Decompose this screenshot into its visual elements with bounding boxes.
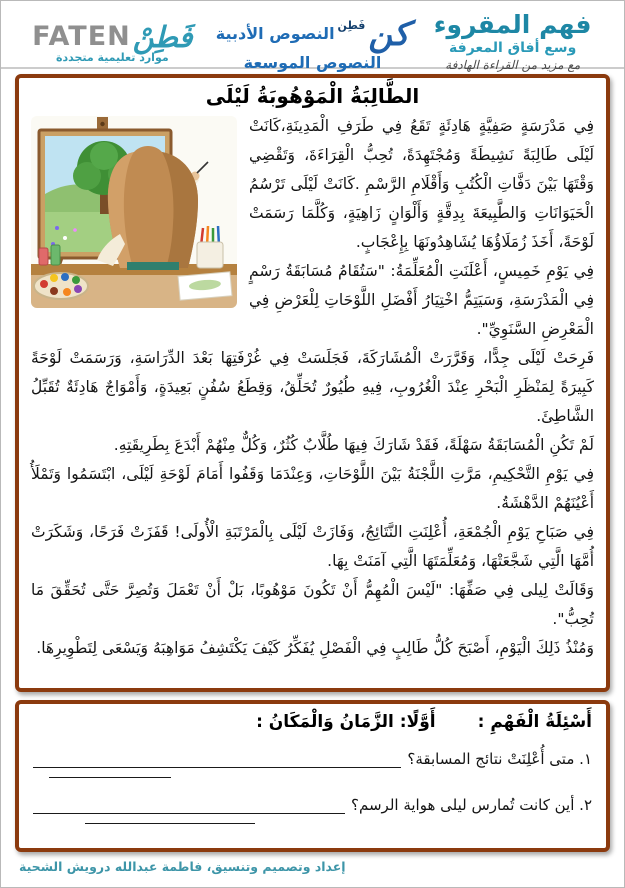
questions-subheading: أَوَّلًا: الزَّمَانُ وَالْمَكَانُ : xyxy=(256,712,436,732)
story-paragraph: فَرِحَتْ لَيْلَى جِدًّا، وَقَرَّرَتْ الْمُشَارَكَةَ، فَجَلَسَتْ فِي غُرْفَتِهَا بَعْدَ الدِّرَاسَةِ، وَرَسَمَتْ لَوْحَةً كَبِيرَةً لِمَنْظَرِ الْبَحْرِ عِنْدَ الْغُرُوبِ، فِيهِ طُيُورٌ تُحَلِّقُ، وَقِطَعُ سُفُنٍ بَعِيدَةٍ، وَأَمْوَاجٌ هَادِئَةٌ تُقَبِّلُ الشَّاطِئَ. xyxy=(31,349,594,425)
credit-line: إعداد وتصميم وتنسيق، فاطمة عبدالله درويش الشحية xyxy=(19,859,346,874)
questions-heading-row xyxy=(33,712,592,732)
story-box xyxy=(15,74,610,692)
series-logo-kun: كن xyxy=(368,14,410,53)
question-1-number: ١. xyxy=(579,750,592,768)
girl-painting-illustration xyxy=(31,116,237,308)
question-2-answer-blank-continued[interactable] xyxy=(85,814,255,824)
question-2-label xyxy=(351,796,592,814)
series-logo-fatin: فَطِن xyxy=(337,19,366,32)
story-paragraph: فِي يَوْمِ خَمِيسٍ، أَعْلَنَتِ الْمُعَلِّمَةُ: "سَتُقَامُ مُسَابَقَةُ رَسْمٍ فِي الْمَدْرَسَةِ، وَسَيَتِمُّ اخْتِيَارُ أَفْضَلِ اللَّوْحَاتِ لِلْعَرْضِ فِي الْمَعْرِضِ السَّنَوِيِّ". xyxy=(249,262,594,338)
story-paragraph: وَمُنْذُ ذَلِكَ الْيَوْمِ، أَصْبَحَ كُلُّ طَالِبٍ فِي الْفَصْلِ يُفَكِّرُ كَيْفَ يَكْتَشِفُ مَوَاهِبَهُ وَيَسْعَى لِتَطْوِيرِهَا. xyxy=(36,639,594,657)
header xyxy=(1,1,624,72)
faten-logo-arabic: فَطِنْ xyxy=(132,20,193,54)
faten-logo xyxy=(11,5,214,64)
question-2-number: ٢. xyxy=(579,796,592,814)
story-paragraph: فِي يَوْمِ التَّحْكِيمِ، مَرَّتِ اللَّجْنَةُ بَيْنَ اللَّوْحَاتِ، وَعِنْدَمَا وَقَفُوا أَمَامَ لَوْحَةِ لَيْلَى، ابْتَسَمُوا وَتَمْلَأُ أَعْيُنَهُمْ الدَّهْشَةُ. xyxy=(31,465,594,512)
series-title-line2: النصوص الموسعة xyxy=(243,53,382,72)
question-2-answer-blank[interactable] xyxy=(33,797,345,815)
series-logo xyxy=(214,5,412,72)
questions-heading: أَسْئِلَةُ الْفَهْمِ : xyxy=(477,712,592,732)
faten-logo-latin: FATEN xyxy=(32,21,131,52)
series-title-line1: النصوص الأدبية xyxy=(215,23,335,43)
question-1-text: متى أُعْلِنَتْ نتائج المسابقة؟ xyxy=(407,750,575,768)
question-1-answer-blank[interactable] xyxy=(33,751,401,769)
question-1-answer-blank-continued[interactable] xyxy=(49,768,171,778)
questions-box xyxy=(15,700,610,852)
story-paragraph: فِي صَبَاحِ يَوْمِ الْجُمْعَةِ، أُعْلِنَتِ النَّتَائِجُ، وَفَازَتْ لَيْلَى بِالْمَرْتَبَةِ الْأُولَى! قَفَزَتْ فَرَحًا، وَشَكَرَتْ أُمَّهَا الَّتِي شَجَّعَتْهَا، وَمُعَلِّمَتَهَا الَّتِي آمَنَتْ بِهَا. xyxy=(31,523,594,570)
reading-logo-title: فهم المقروء xyxy=(433,10,592,39)
story-paragraph: فِي مَدْرَسَةٍ صَفِيَّةٍ هَادِئَةٍ تَقَعُ فِي طَرَفِ الْمَدِينَةِ،كَانَتْ لَيْلَى طَالِبَةً نَشِيطَةً وَمُجْتَهِدَةً، تُحِبُّ الْقِرَاءَةَ، وَتَقْضِي وَقْتَهَا بَيْنَ دَفَّاتِ الْكُتُبِ وَأَقْلَامِ الرَّسْمِ .كَانَتْ لَيْلَى تَرْسُمُ الْحَيَوَانَاتِ وَالطَّبِيعَةَ بِدِقَّةٍ وَأَلْوَانٍ زَاهِيَةٍ، وَكُلَّمَا رَسَمَتْ لَوْحَةً، أَخَذَ زُمَلَاؤُهَا يُشَاهِدُونَهَا بِإِعْجَابٍ. xyxy=(249,117,594,251)
question-1 xyxy=(33,750,592,768)
story-paragraph: وَقَالَتْ لِيلى فِي صَفِّهَا: "لَيْسَ الْمُهِمُّ أَنْ تَكُونَ مَوْهُوبًا، بَلْ أَنْ تَعْمَلَ وَتُصِرَّ حَتَّى تُحَقِّقَ مَا تُحِبُّ". xyxy=(31,581,594,628)
reading-logo-tagline: مع مزيد من القراءة الهادفة xyxy=(445,57,581,72)
reading-logo-subtitle: وسع أفاق المعرفة xyxy=(449,40,577,57)
question-2-text: أين كانت تُمارس ليلى هواية الرسم؟ xyxy=(351,796,575,814)
question-2 xyxy=(33,796,592,814)
story-title: الطَّالِبَةُ الْمَوْهُوبَةُ لَيْلَى xyxy=(205,84,420,108)
reading-comprehension-logo xyxy=(411,5,614,73)
girl-painting-at-easel-icon xyxy=(31,116,237,308)
faten-logo-tagline: موارد تعليمية متجددة xyxy=(55,51,169,64)
story-paragraph: لَمْ تَكُنِ الْمُسَابَقَةُ سَهْلَةً، فَقَدْ شَارَكَ فِيهَا طُلَّابٌ كُثُرٌ، وَكُلٌّ مِنْهُمْ أَبْدَعَ بِطَرِيقَتِهِ. xyxy=(113,436,594,454)
question-1-label xyxy=(407,750,592,768)
story-content xyxy=(31,112,594,663)
